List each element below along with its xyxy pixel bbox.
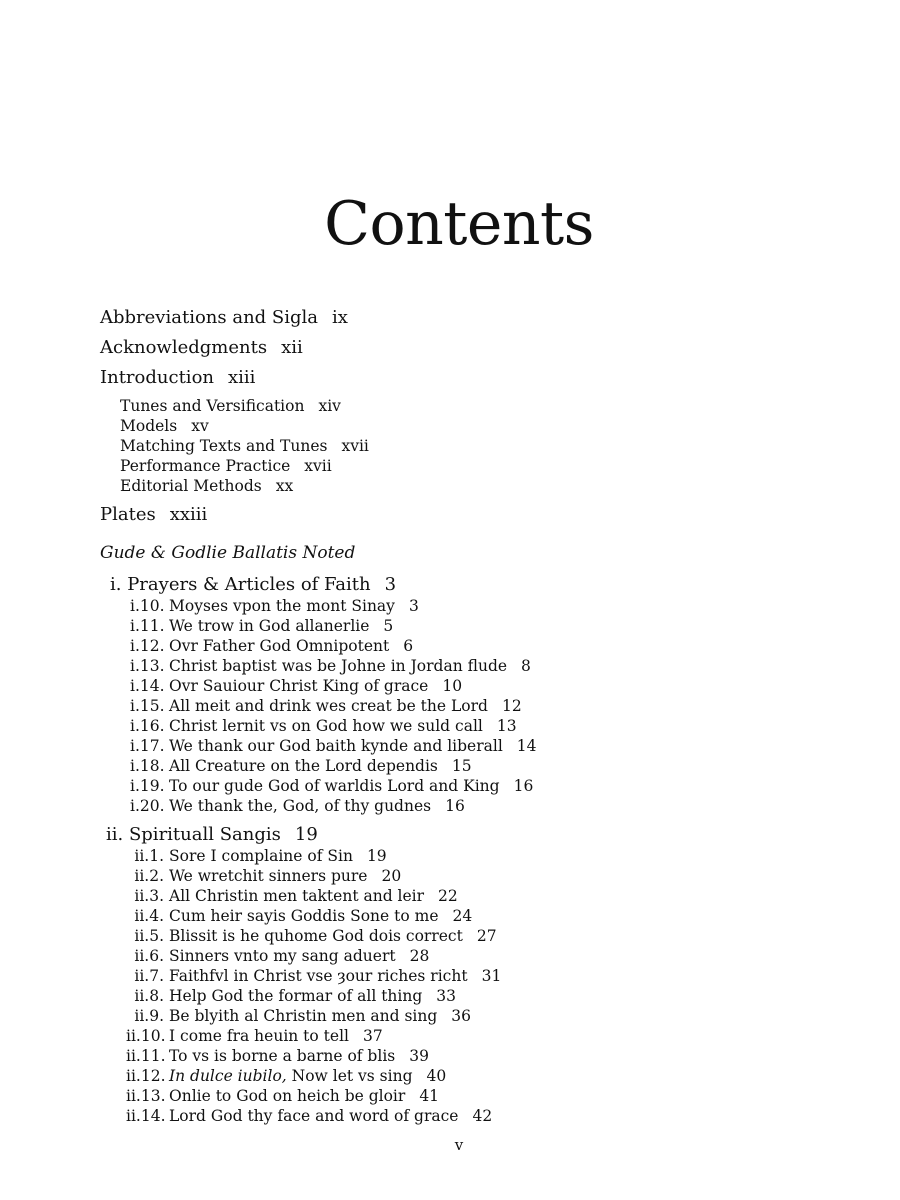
toc-entry-label: Tunes and Versification [120,397,305,415]
toc-entry-page: xiv [318,397,341,415]
toc-entry-page: xiii [228,367,256,388]
toc-item-number: ii.2. [134,867,164,885]
toc-item-title: Be blyith al Christin men and sing [169,1007,438,1025]
toc-item[interactable] [126,886,458,906]
toc-item-title-rest: Now let vs sing [291,1067,413,1085]
toc-entry-plates[interactable] [100,504,207,526]
toc-item-page: 15 [451,757,472,775]
toc-subentry-editorial[interactable] [120,476,293,496]
toc-item-page: 20 [381,867,402,885]
toc-item[interactable] [126,866,401,886]
toc-item-page: 16 [445,797,465,815]
toc-item[interactable] [126,906,472,926]
toc-item[interactable] [126,986,456,1006]
toc-item-number: ii.14. [126,1107,166,1125]
toc-item[interactable] [126,1106,492,1126]
toc-item[interactable] [126,1066,446,1086]
toc-item-title: We wretchit sinners pure [169,867,368,885]
toc-item-number: ii.5. [134,927,164,945]
toc-item[interactable] [126,846,387,866]
toc-item-title: To vs is borne a barne of blis [169,1047,396,1065]
toc-entry-label: Editorial Methods [120,477,262,495]
toc-entry-page: xx [275,477,294,495]
toc-item-page: 31 [481,967,502,985]
toc-item-number: ii.11. [126,1047,166,1065]
toc-item[interactable] [126,1046,429,1066]
toc-item-page: 41 [419,1087,440,1105]
toc-item[interactable] [130,616,393,636]
toc-entry-page: xxiii [169,504,208,525]
toc-item-number: i.13. [130,657,165,675]
toc-item[interactable] [130,676,462,696]
toc-item-number: i.16. [130,717,165,735]
toc-item-page: 37 [362,1027,383,1045]
toc-item-number: i.14. [130,677,165,695]
toc-item[interactable] [130,636,413,656]
toc-entry-acknowledgments[interactable] [100,337,303,359]
toc-item-page: 24 [452,907,473,925]
toc-item-page: 16 [513,777,534,795]
toc-item-number: ii.8. [134,987,164,1005]
toc-subentry-tunes[interactable] [120,396,341,416]
toc-item-number: i.18. [130,757,165,775]
toc-item-number: ii.4. [134,907,164,925]
toc-item-page: 33 [436,987,457,1005]
toc-entry-page: xvii [304,457,332,475]
toc-item-title: Blissit is he quhome God dois correct [169,927,463,945]
toc-item-title: All Creature on the Lord dependis [169,757,438,775]
toc-group-spirituall[interactable] [106,824,318,846]
toc-item[interactable] [126,946,429,966]
toc-item-title: To our gude God of warldis Lord and King [169,777,500,795]
toc-item-number: ii.9. [134,1007,164,1025]
page-title: Contents [324,189,594,259]
toc-entry-label: Plates [100,504,156,525]
toc-item-title: Cum heir sayis Goddis Sone to me [169,907,439,925]
toc-item-number: ii.6. [134,947,164,965]
toc-entry-label: Matching Texts and Tunes [120,437,328,455]
toc-item-number: ii.13. [126,1087,166,1105]
toc-item-page: 8 [521,657,531,675]
toc-item[interactable] [126,966,501,986]
toc-item-title: Moyses vpon the mont Sinay [169,597,395,615]
toc-item[interactable] [130,736,537,756]
toc-item-number: ii.1. [134,847,164,865]
toc-item-title: All Christin men taktent and leir [169,887,425,905]
toc-group-prayers[interactable] [110,574,396,596]
toc-item[interactable] [126,1086,439,1106]
toc-item[interactable] [130,596,419,616]
toc-item-title: Christ baptist was be Johne in Jordan flude [169,657,508,675]
toc-item-title: I come fra heuin to tell [169,1027,349,1045]
toc-entry-label: Performance Practice [120,457,291,475]
toc-item-number: i.20. [130,797,165,815]
toc-item[interactable] [126,1026,383,1046]
toc-entry-page: xv [191,417,209,435]
toc-item-title: Christ lernit vs on God how we suld call [169,717,483,735]
toc-item[interactable] [130,776,533,796]
toc-item-title: Lord God thy face and word of grace [169,1107,459,1125]
group-title-label: ii. Spirituall Sangis [106,824,281,845]
toc-subentry-matching[interactable] [120,436,369,456]
toc-item-title-italic: In dulce iubilo, [169,1067,287,1085]
toc-item-number: i.12. [130,637,165,655]
toc-item-page: 36 [451,1007,472,1025]
toc-item-page: 19 [366,847,387,865]
toc-item[interactable] [130,796,465,816]
toc-item-title: We thank our God baith kynde and liberall [169,737,503,755]
toc-entry-introduction[interactable] [100,367,255,389]
toc-item-title: Sore I complaine of Sin [169,847,353,865]
toc-item-page: 39 [409,1047,429,1065]
toc-item[interactable] [130,756,472,776]
toc-item-title [169,1067,413,1085]
toc-item-number: ii.3. [134,887,164,905]
toc-entry-label: Models [120,417,178,435]
toc-item-number: ii.12. [126,1067,166,1085]
toc-item[interactable] [126,926,497,946]
toc-item-page: 13 [496,717,517,735]
toc-item[interactable] [130,716,517,736]
toc-item-page: 14 [516,737,537,755]
toc-item-title: Faithfvl in Christ vse ȝour riches richt [169,967,468,985]
toc-item-title: We trow in God allanerlie [169,617,370,635]
toc-item-page: 40 [426,1067,447,1085]
toc-item-page: 5 [383,617,394,635]
toc-item-title: We thank the, God, of thy gudnes [169,797,432,815]
page-folio: v [454,1136,464,1154]
toc-item-page: 3 [408,597,419,615]
toc-item-page: 6 [403,637,414,655]
group-title-page: 19 [294,824,318,845]
section-heading: Gude & Godlie Ballatis Noted [100,543,356,563]
toc-item-title: All meit and drink wes creat be the Lord [169,697,488,715]
toc-item-title: Sinners vnto my sang aduert [169,947,396,965]
toc-entry-page: xvii [341,437,369,455]
toc-subentry-models[interactable] [120,416,209,436]
toc-item-title: Onlie to God on heich be gloir [169,1087,406,1105]
toc-item-page: 42 [472,1107,493,1125]
toc-item[interactable] [130,696,522,716]
toc-entry-label: Acknowledgments [100,337,268,358]
toc-item[interactable] [126,1006,471,1026]
toc-entry-abbreviations[interactable] [100,307,348,329]
toc-item-number: i.11. [130,617,165,635]
toc-item-title: Help God the formar of all thing [169,987,423,1005]
toc-entry-page: xii [281,337,303,358]
toc-item-page: 10 [442,677,463,695]
toc-subentry-performance[interactable] [120,456,332,476]
toc-item[interactable] [130,656,531,676]
toc-item-page: 22 [438,887,458,905]
toc-item-title: Ovr Father God Omnipotent [169,637,390,655]
toc-entry-label: Introduction [100,367,214,388]
toc-item-number: ii.7. [134,967,164,985]
toc-item-page: 28 [409,947,430,965]
toc-item-page: 27 [476,927,497,945]
group-title-page: 3 [384,574,397,595]
toc-item-number: i.19. [130,777,165,795]
toc-item-number: i.10. [130,597,165,615]
toc-item-page: 12 [501,697,522,715]
toc-entry-page: ix [332,307,348,328]
toc-entry-label: Abbreviations and Sigla [100,307,319,328]
toc-item-number: ii.10. [126,1027,166,1045]
toc-item-number: i.17. [130,737,165,755]
group-title-label: i. Prayers & Articles of Faith [110,574,371,595]
toc-item-title: Ovr Sauiour Christ King of grace [169,677,429,695]
toc-item-number: i.15. [130,697,165,715]
